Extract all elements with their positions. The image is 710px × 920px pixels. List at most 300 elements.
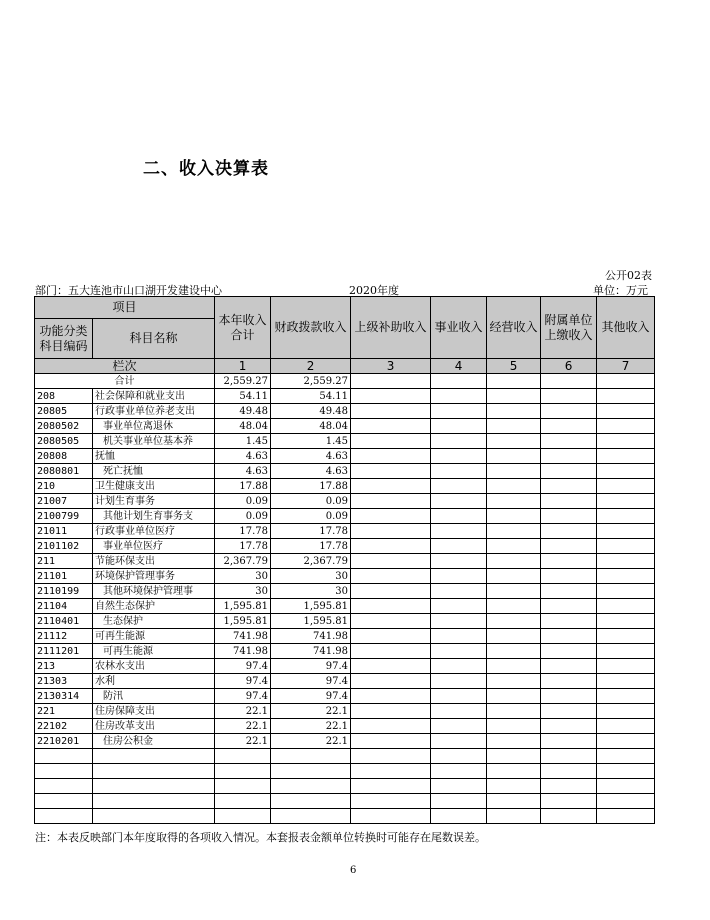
empty-cell [597, 509, 655, 524]
header-superior: 上级补助收入 [351, 297, 431, 359]
subject-code: 21104 [35, 599, 93, 614]
empty-cell [487, 614, 541, 629]
subject-name: 死亡抚恤 [93, 464, 215, 479]
subject-code: 211 [35, 554, 93, 569]
subject-name: 行政事业单位养老支出 [93, 404, 215, 419]
subject-name: 住房改革支出 [93, 719, 215, 734]
empty-cell [215, 749, 271, 764]
subject-code: 2210201 [35, 734, 93, 749]
subject-code: 21007 [35, 494, 93, 509]
page-title: 二、收入决算表 [143, 159, 269, 179]
subject-code: 2110199 [35, 584, 93, 599]
table-row [35, 479, 655, 494]
table-row [35, 584, 655, 599]
table-row [35, 539, 655, 554]
subject-name: 可再生能源 [93, 629, 215, 644]
unit-label: 单位：万元 [593, 284, 648, 297]
empty-cell [597, 734, 655, 749]
empty-cell [487, 419, 541, 434]
amount-total: 17.88 [215, 479, 271, 494]
empty-cell [541, 719, 597, 734]
empty-cell [351, 674, 431, 689]
amount-total: 97.4 [215, 689, 271, 704]
empty-cell [541, 404, 597, 419]
empty-cell [597, 539, 655, 554]
amount-fiscal: 97.4 [271, 689, 351, 704]
empty-cell [431, 689, 487, 704]
empty-cell [351, 569, 431, 584]
empty-cell [541, 464, 597, 479]
empty-cell [597, 494, 655, 509]
empty-cell [487, 389, 541, 404]
amount-total: 54.11 [215, 389, 271, 404]
subject-code: 221 [35, 704, 93, 719]
empty-cell [487, 569, 541, 584]
empty-cell [597, 524, 655, 539]
index-cell: 2 [271, 359, 351, 374]
empty-cell [271, 764, 351, 779]
table-row [35, 524, 655, 539]
empty-cell [351, 614, 431, 629]
empty-cell [541, 659, 597, 674]
empty-row [35, 794, 655, 809]
empty-cell [597, 599, 655, 614]
empty-cell [431, 719, 487, 734]
empty-cell [597, 404, 655, 419]
empty-cell [541, 509, 597, 524]
table-row [35, 644, 655, 659]
empty-cell [541, 569, 597, 584]
amount-fiscal: 17.78 [271, 524, 351, 539]
table-row [35, 599, 655, 614]
empty-cell [541, 704, 597, 719]
empty-cell [597, 584, 655, 599]
amount-total: 22.1 [215, 719, 271, 734]
amount-total: 1,595.81 [215, 599, 271, 614]
total-label: 合计 [35, 374, 215, 389]
amount-fiscal: 54.11 [271, 389, 351, 404]
empty-row [35, 764, 655, 779]
empty-cell [541, 389, 597, 404]
amount-total: 17.78 [215, 539, 271, 554]
empty-cell [541, 614, 597, 629]
empty-row [35, 749, 655, 764]
empty-cell [215, 794, 271, 809]
empty-cell [93, 809, 215, 824]
subject-code: 208 [35, 389, 93, 404]
empty-cell [487, 464, 541, 479]
subject-name: 农林水支出 [93, 659, 215, 674]
empty-cell [597, 434, 655, 449]
empty-cell [351, 689, 431, 704]
empty-cell [597, 809, 655, 824]
subject-name: 其他计划生育事务支 [93, 509, 215, 524]
amount-fiscal: 2,367.79 [271, 554, 351, 569]
amount-total: 4.63 [215, 464, 271, 479]
subject-code: 21112 [35, 629, 93, 644]
empty-cell [351, 704, 431, 719]
empty-cell [351, 509, 431, 524]
empty-cell [597, 794, 655, 809]
footnote: 注：本表反映部门本年度取得的各项收入情况。本套报表金额单位转换时可能存在尾数误差。 [35, 831, 486, 844]
empty-cell [541, 794, 597, 809]
empty-cell [541, 599, 597, 614]
amount-fiscal: 0.09 [271, 494, 351, 509]
empty-cell [35, 764, 93, 779]
empty-cell [597, 449, 655, 464]
empty-cell [351, 629, 431, 644]
amount-total: 1.45 [215, 434, 271, 449]
amount-fiscal: 741.98 [271, 629, 351, 644]
empty-cell [541, 479, 597, 494]
subject-name: 行政事业单位医疗 [93, 524, 215, 539]
empty-cell [431, 749, 487, 764]
empty-cell [351, 419, 431, 434]
empty-cell [541, 554, 597, 569]
empty-cell [431, 779, 487, 794]
empty-cell [93, 779, 215, 794]
amount-total: 741.98 [215, 644, 271, 659]
empty-cell [487, 599, 541, 614]
empty-cell [351, 494, 431, 509]
subject-code: 21101 [35, 569, 93, 584]
empty-cell [351, 809, 431, 824]
amount-fiscal: 17.88 [271, 479, 351, 494]
amount-fiscal: 4.63 [271, 464, 351, 479]
header-item: 项目 [35, 297, 215, 319]
empty-cell [541, 584, 597, 599]
empty-cell [541, 539, 597, 554]
table-row [35, 419, 655, 434]
empty-cell [351, 764, 431, 779]
empty-cell [487, 734, 541, 749]
empty-cell [541, 644, 597, 659]
amount-total: 30 [215, 584, 271, 599]
empty-cell [487, 779, 541, 794]
empty-cell [431, 584, 487, 599]
empty-cell [215, 779, 271, 794]
header-business: 事业收入 [431, 297, 487, 359]
amount-fiscal: 1,595.81 [271, 599, 351, 614]
empty-cell [541, 434, 597, 449]
empty-cell [487, 494, 541, 509]
subject-name: 防汛 [93, 689, 215, 704]
table-row [35, 464, 655, 479]
empty-cell [431, 734, 487, 749]
index-cell: 5 [487, 359, 541, 374]
empty-cell [487, 719, 541, 734]
empty-cell [431, 599, 487, 614]
empty-cell [431, 479, 487, 494]
subject-name: 其他环境保护管理事 [93, 584, 215, 599]
table-row [35, 389, 655, 404]
empty-cell [351, 659, 431, 674]
total-row [35, 374, 655, 389]
empty-cell [431, 434, 487, 449]
empty-cell [351, 734, 431, 749]
amount-fiscal: 0.09 [271, 509, 351, 524]
year-label: 2020年度 [349, 284, 399, 297]
empty-cell [597, 554, 655, 569]
empty-cell [271, 809, 351, 824]
empty-cell [351, 449, 431, 464]
empty-cell [431, 569, 487, 584]
empty-cell [431, 464, 487, 479]
empty-cell [431, 674, 487, 689]
amount-total: 22.1 [215, 704, 271, 719]
subject-code: 2080801 [35, 464, 93, 479]
empty-cell [431, 794, 487, 809]
empty-cell [597, 689, 655, 704]
subject-code: 2101102 [35, 539, 93, 554]
header-func-code: 功能分类科目编码 [35, 319, 93, 359]
amount-fiscal: 30 [271, 584, 351, 599]
table-row [35, 509, 655, 524]
empty-cell [431, 644, 487, 659]
amount-fiscal: 1.45 [271, 434, 351, 449]
subject-name: 环境保护管理事务 [93, 569, 215, 584]
table-row [35, 554, 655, 569]
empty-cell [431, 629, 487, 644]
empty-cell [93, 764, 215, 779]
header-subject-name: 科目名称 [93, 319, 215, 359]
department-label: 部门：五大连池市山口湖开发建设中心 [35, 284, 222, 297]
header-lanci: 栏次 [35, 359, 215, 374]
empty-cell [541, 734, 597, 749]
empty-cell [431, 404, 487, 419]
subject-name: 可再生能源 [93, 644, 215, 659]
subject-code: 21011 [35, 524, 93, 539]
subject-name: 事业单位离退休 [93, 419, 215, 434]
empty-cell [351, 464, 431, 479]
empty-cell [487, 809, 541, 824]
page-number: 6 [350, 865, 357, 876]
header-other: 其他收入 [597, 297, 655, 359]
empty-cell [351, 719, 431, 734]
empty-cell [35, 749, 93, 764]
table-row [35, 689, 655, 704]
table-row [35, 494, 655, 509]
empty-cell [487, 539, 541, 554]
empty-cell [487, 749, 541, 764]
empty-cell [431, 554, 487, 569]
empty-cell [487, 629, 541, 644]
subject-code: 210 [35, 479, 93, 494]
subject-name: 自然生态保护 [93, 599, 215, 614]
empty-cell [487, 434, 541, 449]
empty-cell [431, 539, 487, 554]
empty-cell [431, 524, 487, 539]
empty-cell [541, 449, 597, 464]
empty-cell [351, 434, 431, 449]
table-row [35, 434, 655, 449]
amount-fiscal: 1,595.81 [271, 614, 351, 629]
empty-cell [93, 794, 215, 809]
empty-cell [93, 749, 215, 764]
empty-cell [351, 479, 431, 494]
income-table [34, 296, 655, 824]
empty-cell [541, 749, 597, 764]
empty-cell [487, 674, 541, 689]
empty-cell [487, 554, 541, 569]
empty-cell [271, 749, 351, 764]
empty-row [35, 779, 655, 794]
subject-code: 2080502 [35, 419, 93, 434]
subject-code: 2111201 [35, 644, 93, 659]
amount-total: 30 [215, 569, 271, 584]
amount-total: 0.09 [215, 494, 271, 509]
index-cell: 7 [597, 359, 655, 374]
subject-code: 2110401 [35, 614, 93, 629]
empty-cell [351, 584, 431, 599]
amount-total: 97.4 [215, 659, 271, 674]
empty-cell [487, 704, 541, 719]
empty-cell [541, 494, 597, 509]
empty-cell [487, 644, 541, 659]
empty-cell [35, 809, 93, 824]
index-cell: 4 [431, 359, 487, 374]
table-row [35, 704, 655, 719]
amount-fiscal: 97.4 [271, 659, 351, 674]
amount-total: 1,595.81 [215, 614, 271, 629]
empty-cell [351, 539, 431, 554]
header-operating: 经营收入 [487, 297, 541, 359]
empty-cell [597, 614, 655, 629]
table-row [35, 449, 655, 464]
empty-cell [271, 794, 351, 809]
subject-name: 住房公积金 [93, 734, 215, 749]
subject-name: 计划生育事务 [93, 494, 215, 509]
empty-cell [541, 524, 597, 539]
empty-cell [431, 509, 487, 524]
table-row [35, 404, 655, 419]
subject-name: 节能环保支出 [93, 554, 215, 569]
amount-total: 741.98 [215, 629, 271, 644]
empty-cell [431, 494, 487, 509]
table-row [35, 614, 655, 629]
table-row [35, 734, 655, 749]
empty-cell [35, 794, 93, 809]
header-fiscal: 财政拨款收入 [271, 297, 351, 359]
empty-cell [271, 779, 351, 794]
form-code: 公开02表 [605, 269, 652, 282]
empty-cell [541, 764, 597, 779]
empty-cell [541, 629, 597, 644]
table-row [35, 674, 655, 689]
subject-code: 2080505 [35, 434, 93, 449]
empty-cell [541, 779, 597, 794]
empty-cell [597, 419, 655, 434]
amount-fiscal: 4.63 [271, 449, 351, 464]
amount-total: 48.04 [215, 419, 271, 434]
empty-cell [597, 659, 655, 674]
empty-cell [597, 464, 655, 479]
empty-cell [541, 809, 597, 824]
empty-cell [351, 749, 431, 764]
empty-cell [431, 659, 487, 674]
empty-cell [597, 479, 655, 494]
empty-cell [431, 614, 487, 629]
empty-cell [487, 689, 541, 704]
empty-cell [351, 779, 431, 794]
empty-cell [351, 389, 431, 404]
empty-row [35, 809, 655, 824]
empty-cell [541, 689, 597, 704]
subject-code: 20805 [35, 404, 93, 419]
subject-code: 213 [35, 659, 93, 674]
total-amount: 2,559.27 [215, 374, 271, 389]
empty-cell [597, 779, 655, 794]
empty-cell [431, 764, 487, 779]
empty-cell [597, 389, 655, 404]
empty-cell [35, 779, 93, 794]
empty-cell [597, 719, 655, 734]
empty-cell [487, 659, 541, 674]
empty-cell [351, 644, 431, 659]
subject-name: 卫生健康支出 [93, 479, 215, 494]
subject-code: 2100799 [35, 509, 93, 524]
empty-cell [431, 704, 487, 719]
amount-total: 2,367.79 [215, 554, 271, 569]
empty-cell [597, 674, 655, 689]
empty-cell [351, 599, 431, 614]
table-row [35, 629, 655, 644]
table-row [35, 719, 655, 734]
total-fiscal: 2,559.27 [271, 374, 351, 389]
subject-name: 住房保障支出 [93, 704, 215, 719]
empty-cell [597, 764, 655, 779]
empty-cell [597, 644, 655, 659]
amount-fiscal: 30 [271, 569, 351, 584]
empty-cell [541, 674, 597, 689]
amount-total: 49.48 [215, 404, 271, 419]
empty-cell [487, 794, 541, 809]
subject-code: 20808 [35, 449, 93, 464]
empty-cell [215, 809, 271, 824]
amount-total: 22.1 [215, 734, 271, 749]
subject-code: 2130314 [35, 689, 93, 704]
subject-name: 生态保护 [93, 614, 215, 629]
empty-cell [351, 404, 431, 419]
index-cell: 1 [215, 359, 271, 374]
empty-cell [431, 389, 487, 404]
amount-fiscal: 48.04 [271, 419, 351, 434]
index-cell: 3 [351, 359, 431, 374]
header-total: 本年收入合计 [215, 297, 271, 359]
empty-cell [597, 704, 655, 719]
subject-code: 22102 [35, 719, 93, 734]
empty-cell [597, 749, 655, 764]
empty-cell [597, 569, 655, 584]
subject-name: 水利 [93, 674, 215, 689]
amount-fiscal: 741.98 [271, 644, 351, 659]
empty-cell [487, 404, 541, 419]
amount-total: 0.09 [215, 509, 271, 524]
table-row [35, 659, 655, 674]
subject-name: 抚恤 [93, 449, 215, 464]
empty-cell [431, 419, 487, 434]
amount-fiscal: 17.78 [271, 539, 351, 554]
amount-fiscal: 22.1 [271, 734, 351, 749]
empty-cell [215, 764, 271, 779]
empty-cell [431, 809, 487, 824]
amount-fiscal: 49.48 [271, 404, 351, 419]
empty-cell [351, 794, 431, 809]
empty-cell [597, 629, 655, 644]
amount-total: 97.4 [215, 674, 271, 689]
empty-cell [351, 524, 431, 539]
amount-fiscal: 97.4 [271, 674, 351, 689]
